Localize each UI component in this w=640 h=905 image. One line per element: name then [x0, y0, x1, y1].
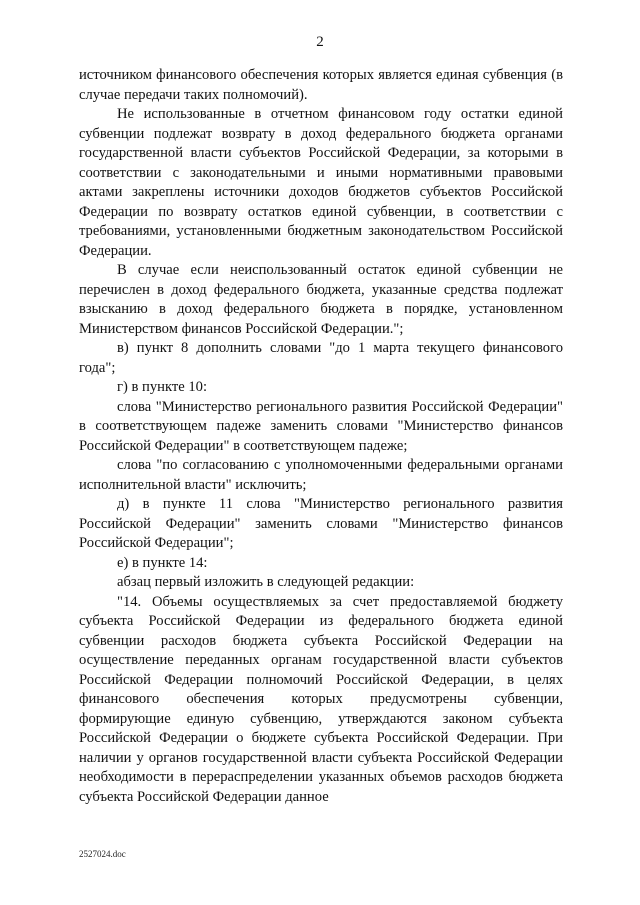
paragraph-continuation: источником финансового обеспечения которых является единая субвенция (в случае передачи таких полномочий). [79, 67, 563, 103]
paragraph-recovery: В случае если неиспользованный остаток единой субвенции не перечислен в доход федерального бюджета, указанные средства подлежат взысканию в доход федерального бюджета в порядке, установленном Министерством финансов Российской Федерации."; [79, 262, 563, 337]
paragraph-words-exclude: слова "по согласованию с уполномоченными федеральными органами исполнительной власти" исключить; [79, 457, 563, 493]
paragraph-first-abzac: абзац первый изложить в следующей редакции: [117, 574, 415, 590]
paragraph-point-14: "14. Объемы осуществляемых за счет предоставляемой бюджету субъекта Российской Федерации из федерального бюджета единой субвенции расходов бюджета субъекта Российской Федерации на осуществление переданных органам государственной власти субъектов Российской Федерации полномочий Российской Федерации, в целях финансового обеспечения которых предусмотрены субвенции, формирующие единую субвенцию, утверждаются законом субъекта Российской Федерации о бюджете субъекта Российской Федерации. При наличии у органов государственной власти субъекта Российской Федерации необходимости в перераспределении указанных объемов расходов бюджета субъекта Российской Федерации данное [79, 593, 563, 805]
paragraph-item-d: д) в пункте 11 слова "Министерство регионального развития Российской Федерации" заменить словами "Министерство финансов Российской Федерации"; [79, 496, 563, 551]
paragraph-item-e: е) в пункте 14: [117, 554, 208, 571]
footer-filename: 2527024.doc [79, 849, 126, 859]
paragraph-item-v: в) пункт 8 дополнить словами "до 1 марта текущего финансового года"; [79, 340, 563, 376]
document-body [79, 66, 563, 807]
paragraph-unused-balances: Не использованные в отчетном финансовом году остатки единой субвенции подлежат возврату в доход федерального бюджета органами государственной власти субъектов Российской Федерации, за которыми в соответствии с законодательными и иными нормативными правовыми актами закреплены источники доходов бюджетов субъектов Российской Федерации по возврату остатков единой субвенции, в соответствии с требованиями, установленными бюджетным законодательством Российской Федерации. [79, 106, 563, 259]
paragraph-item-g: г) в пункте 10: [117, 379, 207, 395]
paragraph-words-ministry: слова "Министерство регионального развития Российской Федерации" в соответствующем падеже заменить словами "Министерство финансов Российской Федерации" в соответствующем падеже; [79, 398, 563, 454]
page-number: 2 [316, 34, 324, 50]
